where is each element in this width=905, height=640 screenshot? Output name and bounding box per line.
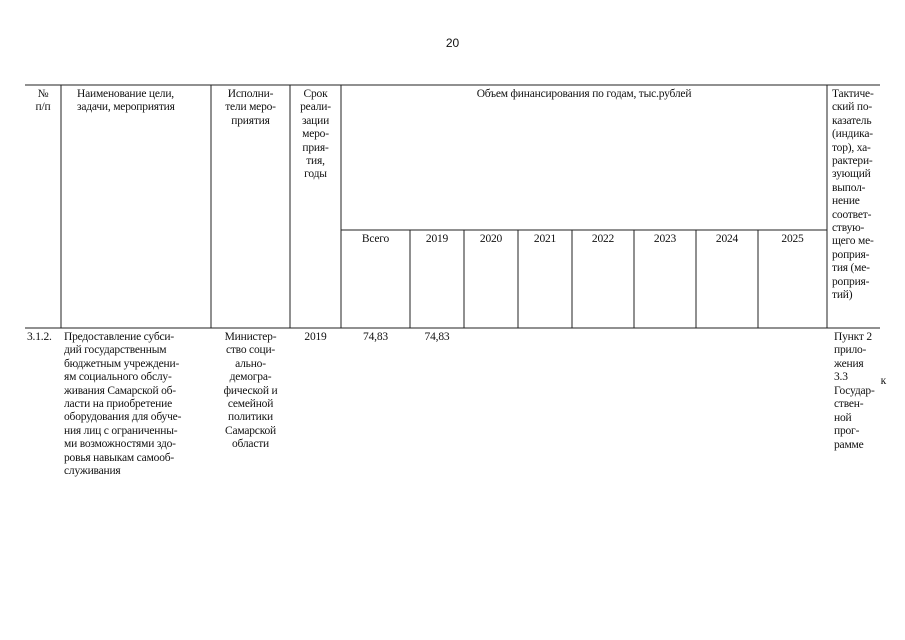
- row-indicator-part2: Государ- ствен- ной прог- рамме: [834, 385, 875, 451]
- header-year-2023: 2023: [653, 233, 677, 245]
- row-name: Предоставление субси- дий государственным бюджетным учреждени- ям социального обслу- живания Самарской об- ласти на приобретение оборудования для обуче- ния лиц с ограниченны- ми возможностями здо- ровья навыкам самооб- служивания: [64, 331, 182, 478]
- row-num: 3.1.2.: [27, 331, 52, 343]
- header-year-2025: 2025: [781, 233, 804, 245]
- header-year-2021: 2021: [533, 233, 557, 245]
- row-term: 2019: [304, 331, 327, 343]
- row-indicator-k: к: [880, 375, 886, 387]
- header-total: Всего: [361, 233, 390, 245]
- header-executors: Исполни- тели меро- приятия: [225, 88, 276, 127]
- header-indicator: Тактиче- ский по- казатель (индика- тор), ха- рактери- зующий выпол- нение соответ- ствую- щего ме- роприя- тия (ме- роприя- тий): [832, 88, 874, 302]
- page-number: 20: [445, 36, 460, 50]
- header-term: Срок реали- зации меро- прия- тия, годы: [300, 88, 331, 181]
- header-year-2019: 2019: [425, 233, 449, 245]
- header-funding: Объем финансирования по годам, тыс.рублей: [476, 88, 692, 100]
- row-2019: 74,83: [424, 331, 450, 343]
- row-indicator-part1: Пункт 2 прило- жения 3.3: [834, 331, 872, 384]
- row-executor: Министер- ство соци- ально- демогра- фической и семейной политики Самарской области: [223, 331, 278, 451]
- header-year-2022: 2022: [591, 233, 615, 245]
- row-total: 74,83: [363, 331, 388, 343]
- header-year-2020: 2020: [479, 233, 503, 245]
- header-name: Наименование цели, задачи, мероприятия: [77, 88, 175, 114]
- header-year-2024: 2024: [715, 233, 739, 245]
- header-num: № п/п: [35, 88, 51, 114]
